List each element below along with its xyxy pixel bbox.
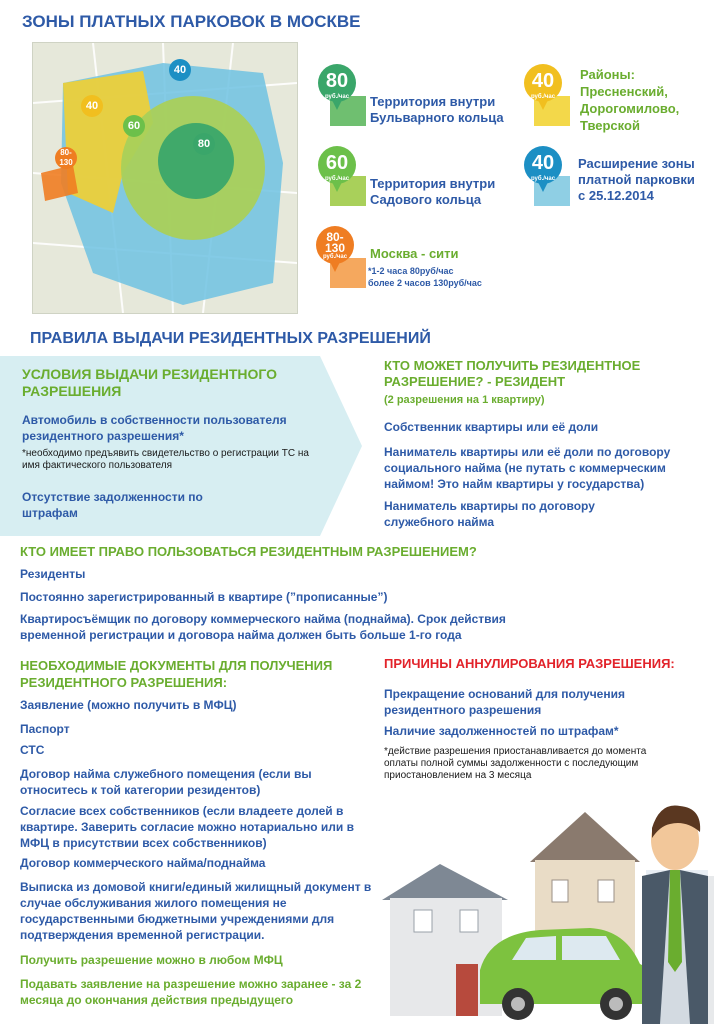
zone-green-boulevard-ring bbox=[158, 123, 234, 199]
map-pin-40-yellow: 40 bbox=[81, 95, 103, 117]
rights-title: КТО ИМЕЕТ ПРАВО ПОЛЬЗОВАТЬСЯ РЕЗИДЕНТНЫМ РАЗРЕШЕНИЕМ? bbox=[20, 544, 477, 559]
conditions-title: УСЛОВИЯ ВЫДАЧИ РЕЗИДЕНТНОГО РАЗРЕШЕНИЯ bbox=[22, 366, 278, 399]
legend-text-boulevard: Территория внутри Бульварного кольца bbox=[370, 94, 504, 125]
cancel-note: *действие разрешения приостанавливается до момента оплаты полной суммы задолженности с последующим приостановлением на 3 месяца bbox=[384, 746, 647, 781]
page-title: ЗОНЫ ПЛАТНЫХ ПАРКОВОК В МОСКВЕ bbox=[22, 12, 361, 31]
docs-item-service-lease: Договор найма служебного помещения (если вы относитесь к той категории резидентов) bbox=[20, 767, 312, 797]
map-pin-80-130-orange: 80- 130 bbox=[55, 147, 77, 169]
rights-item-registered: Постоянно зарегистрированный в квартире (”прописанные”) bbox=[20, 590, 388, 604]
legend-text-extension: Расширение зоны платной парковки с 25.12.2014 bbox=[578, 156, 695, 203]
map-pin-40-blue: 40 bbox=[169, 59, 191, 81]
man-illustration bbox=[642, 805, 714, 1024]
who-item-social: Наниматель квартиры или её доли по договору социального найма (не путать с коммерческим наймом! Это найм квартиры у государства) bbox=[384, 445, 671, 491]
legend-pin-40-yellow: 40 руб./час bbox=[524, 64, 562, 102]
cancel-item-grounds: Прекращение оснований для получения резидентного разрешения bbox=[384, 687, 625, 717]
who-item-owner: Собственник квартиры или её доли bbox=[384, 420, 599, 434]
who-subtitle: (2 разрешения на 1 квартиру) bbox=[384, 394, 545, 406]
docs-title: НЕОБХОДИМЫЕ ДОКУМЕНТЫ ДЛЯ ПОЛУЧЕНИЯ РЕЗИДЕНТНОГО РАЗРЕШЕНИЯ: bbox=[20, 658, 333, 690]
docs-item-passport: Паспорт bbox=[20, 722, 70, 736]
legend-note-city-2: более 2 часов 130руб/час bbox=[368, 278, 482, 288]
legend-pin-80-130: 80- 130 руб./час bbox=[316, 226, 354, 264]
docs-item-consent: Согласие всех собственников (если владеете долей в квартире. Заверить согласие можно нотариально или в МФЦ в присутствии всех собственников) bbox=[20, 804, 354, 850]
conditions-note: *необходимо предъявить свидетельство о регистрации ТС на имя фактического пользователя bbox=[22, 448, 309, 471]
conditions-item-debt: Отсутствие задолженности по штрафам bbox=[22, 490, 203, 520]
legend-note-city-1: *1-2 часа 80руб/час bbox=[368, 266, 454, 276]
who-item-service: Наниматель квартиры по договору служебного найма bbox=[384, 499, 595, 529]
parking-zones-map bbox=[32, 42, 298, 314]
map-graphic bbox=[33, 43, 297, 313]
green-car-illustration bbox=[480, 928, 648, 1020]
cancel-title: ПРИЧИНЫ АННУЛИРОВАНИЯ РАЗРЕШЕНИЯ: bbox=[384, 656, 675, 671]
docs-item-application: Заявление (можно получить в МФЦ) bbox=[20, 698, 237, 712]
rights-item-residents: Резиденты bbox=[20, 567, 86, 581]
legend-pin-40-blue: 40 руб./час bbox=[524, 146, 562, 184]
who-title: КТО МОЖЕТ ПОЛУЧИТЬ РЕЗИДЕНТНОЕ РАЗРЕШЕНИЕ? - РЕЗИДЕНТ bbox=[384, 358, 641, 389]
docs-item-extract: Выписка из домовой книги/единый жилищный документ в случае обслуживания жилого помещения не государственными бюджетными учреждениями для подтверждения временной регистрации. bbox=[20, 880, 372, 942]
docs-item-sts: СТС bbox=[20, 743, 45, 757]
legend-text-city: Москва - сити bbox=[370, 246, 459, 261]
rights-item-tenant: Квартиросъёмщик по договору коммерческого найма (поднайма). Срок действия временной регистрации и договора найма должен быть больше 1-го года bbox=[20, 612, 506, 642]
cancel-item-debts: Наличие задолженностей по штрафам* bbox=[384, 724, 619, 738]
map-pin-80-green: 80 bbox=[193, 133, 215, 155]
legend-pin-60: 60 руб./час bbox=[318, 146, 356, 184]
docs-note-mfc: Получить разрешение можно в любом МФЦ bbox=[20, 953, 283, 967]
docs-note-advance: Подавать заявление на разрешение можно заранее - за 2 месяца до окончания действия предыдущего bbox=[20, 977, 362, 1007]
rules-title: ПРАВИЛА ВЫДАЧИ РЕЗИДЕНТНЫХ РАЗРЕШЕНИЙ bbox=[30, 330, 431, 347]
map-pin-60-green: 60 bbox=[123, 115, 145, 137]
legend-pin-80: 80 руб./час bbox=[318, 64, 356, 102]
legend-text-districts: Районы: Пресненский, Дорогомилово, Тверской bbox=[580, 67, 680, 133]
legend-text-garden: Территория внутри Садового кольца bbox=[370, 176, 496, 207]
conditions-item-vehicle: Автомобиль в собственности пользователя резидентного разрешения* bbox=[22, 413, 287, 443]
illustration-houses-car-man bbox=[380, 792, 724, 1024]
docs-item-commercial-lease: Договор коммерческого найма/поднайма bbox=[20, 856, 266, 870]
